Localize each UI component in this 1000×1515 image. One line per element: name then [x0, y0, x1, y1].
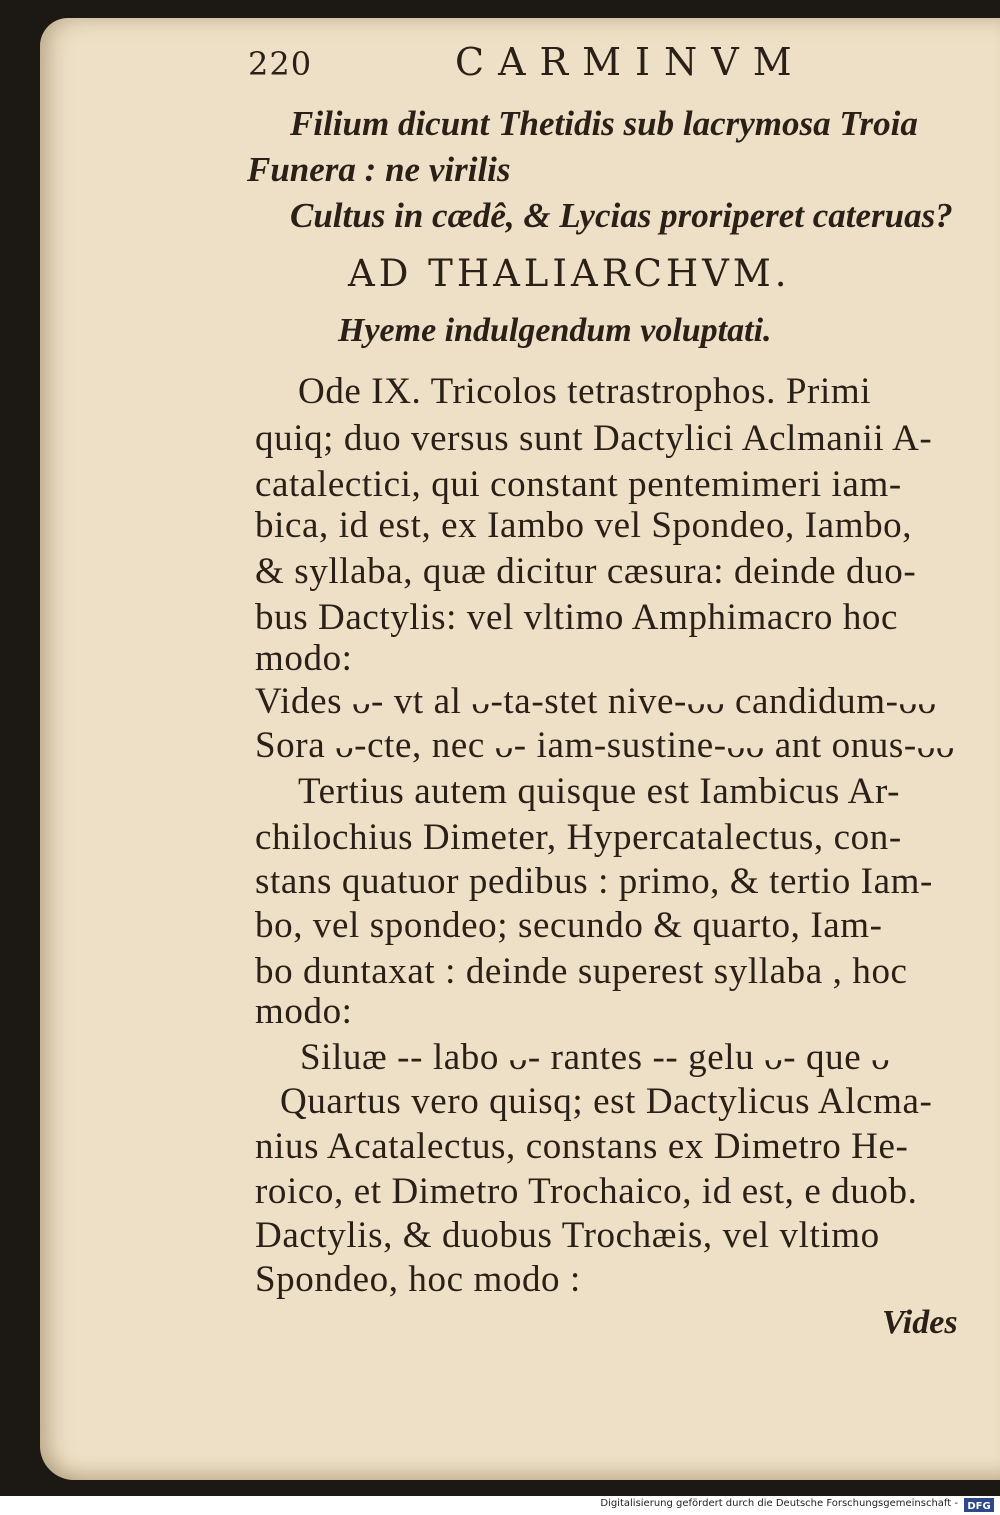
- body-line: Ode IX. Tricolos tetrastrophos. Primi: [298, 371, 872, 412]
- running-head: CARMINVM: [455, 40, 806, 84]
- body-line: Quartus vero quisq; est Dactylicus Alcma-: [280, 1081, 933, 1122]
- credit-bar: [0, 1496, 1000, 1515]
- ode-title: AD THALIARCHVM.: [348, 252, 791, 295]
- body-line: bus Dactylis: vel vltimo Amphimacro hoc: [255, 597, 899, 638]
- catchword: Vides: [882, 1304, 958, 1341]
- body-line: modo:: [255, 991, 353, 1032]
- scansion-line: Sora ᴗ-cte, nec ᴗ- iam-sustine-ᴗᴗ ant onus-ᴗᴗ: [255, 725, 956, 766]
- body-line: bica, id est, ex Iambo vel Spondeo, Iambo,: [255, 505, 913, 546]
- scansion-line: Siluæ -- labo ᴗ- rantes -- gelu ᴗ- que ᴗ: [300, 1037, 891, 1078]
- body-line: bo duntaxat : deinde superest syllaba , hoc: [255, 951, 908, 992]
- verse-line: Funera : ne virilis: [247, 150, 511, 189]
- credit-text: Digitalisierung gefördert durch die Deutsche Forschungsgemeinschaft -: [600, 1498, 958, 1509]
- body-line: nius Acatalectus, constans ex Dimetro He-: [255, 1126, 909, 1167]
- dfg-logo-icon: [964, 1498, 994, 1512]
- scansion-line: Vides ᴗ- vt al ᴗ-ta-stet nive-ᴗᴗ candidum-ᴗᴗ: [255, 681, 937, 722]
- body-line: Dactylis, & duobus Trochæis, vel vltimo: [255, 1215, 880, 1256]
- body-line: & syllaba, quæ dicitur cæsura: deinde duo-: [255, 551, 917, 592]
- verse-line: Cultus in cædê, & Lycias proriperet cateruas?: [290, 196, 953, 235]
- verse-line: Filium dicunt Thetidis sub lacrymosa Troia: [290, 104, 918, 143]
- body-line: catalectici, qui constant pentemimeri iam-: [255, 464, 902, 505]
- body-line: Spondeo, hoc modo :: [255, 1259, 581, 1300]
- body-line: modo:: [255, 638, 353, 679]
- body-line: Tertius autem quisque est Iambicus Ar-: [298, 771, 901, 812]
- body-line: stans quatuor pedibus : primo, & tertio Iam-: [255, 861, 933, 902]
- ode-subtitle: Hyeme indulgendum voluptati.: [338, 312, 772, 349]
- dfg-logo-text: DFG: [967, 1501, 991, 1512]
- body-line: quiq; duo versus sunt Dactylici Aclmanii A-: [255, 418, 933, 459]
- body-line: roico, et Dimetro Trochaico, id est, e duob.: [255, 1171, 918, 1212]
- page-number: 220: [248, 45, 313, 83]
- body-line: bo, vel spondeo; secundo & quarto, Iam-: [255, 905, 883, 946]
- body-line: chilochius Dimeter, Hypercatalectus, con-: [255, 817, 902, 858]
